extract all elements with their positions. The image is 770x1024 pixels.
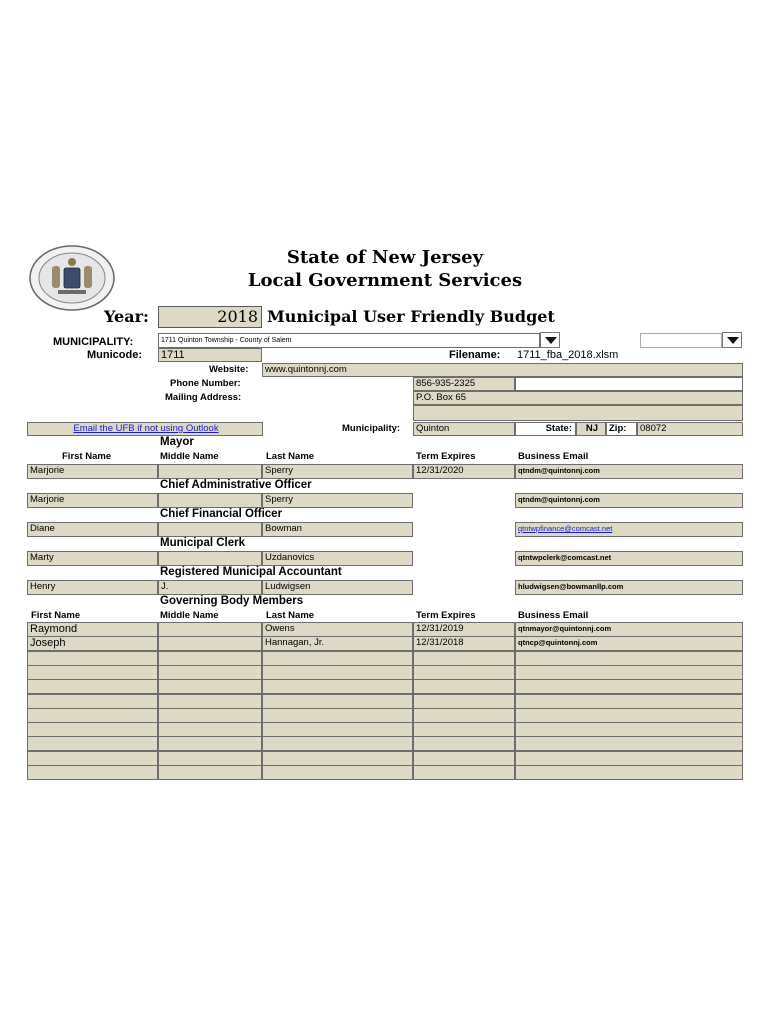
municipality-city-label: Municipality: — [342, 423, 401, 434]
mailing-field-2[interactable] — [413, 405, 743, 421]
state-seal-icon — [28, 244, 116, 312]
clerk-last[interactable]: Uzdanovics — [262, 551, 413, 566]
gb-col-last-name: Last Name — [266, 610, 315, 621]
gb-row-6-term[interactable] — [413, 694, 515, 709]
mayor-section-title: Mayor — [160, 436, 194, 448]
phone-extra-field[interactable] — [515, 377, 743, 391]
gb-row-2-term[interactable]: 12/31/2018 — [413, 636, 515, 651]
mayor-first[interactable]: Marjorie — [27, 464, 158, 479]
gb-row-7-middle[interactable] — [158, 708, 262, 723]
filename-label: Filename: — [449, 349, 501, 361]
gb-row-5-term[interactable] — [413, 679, 515, 694]
mayor-term[interactable]: 12/31/2020 — [413, 464, 515, 479]
gb-col-business-email: Business Email — [518, 610, 589, 621]
year-field[interactable]: 2018 — [158, 306, 262, 328]
municipality-label: MUNICIPALITY: — [53, 336, 134, 348]
gb-row-1-first[interactable]: Raymond — [27, 622, 158, 637]
year-label: Year: — [104, 307, 149, 326]
gb-row-10-term[interactable] — [413, 751, 515, 766]
municode-label: Municode: — [87, 349, 142, 361]
gb-row-9-last[interactable] — [262, 736, 413, 751]
gb-row-6-email[interactable] — [515, 694, 743, 709]
gb-row-8-last[interactable] — [262, 722, 413, 737]
gb-row-10-first[interactable] — [27, 751, 158, 766]
col-term-expires: Term Expires — [416, 451, 476, 462]
secondary-dropdown-arrow-icon[interactable] — [722, 332, 742, 348]
gb-row-5-email[interactable] — [515, 679, 743, 694]
clerk-email[interactable]: qtntwpclerk@comcast.net — [515, 551, 743, 566]
gb-row-7-term[interactable] — [413, 708, 515, 723]
mayor-middle[interactable] — [158, 464, 262, 479]
municode-field[interactable]: 1711 — [158, 348, 262, 362]
gb-row-10-middle[interactable] — [158, 751, 262, 766]
clerk-section-title: Municipal Clerk — [160, 537, 245, 549]
gb-row-1-term[interactable]: 12/31/2019 — [413, 622, 515, 637]
mailing-label: Mailing Address: — [165, 392, 242, 403]
gb-col-term-expires: Term Expires — [416, 610, 476, 621]
gb-row-3-term[interactable] — [413, 651, 515, 666]
cfo-email[interactable]: qtntwpfinance@comcast.net — [515, 522, 743, 537]
mayor-last[interactable]: Sperry — [262, 464, 413, 479]
gb-row-8-middle[interactable] — [158, 722, 262, 737]
rma-email[interactable]: hludwigsen@bowmanllp.com — [515, 580, 743, 595]
filename-value: 1711_fba_2018.xlsm — [517, 349, 619, 361]
gb-row-6-last[interactable] — [262, 694, 413, 709]
col-first-name: First Name — [62, 451, 112, 462]
gb-row-2-first[interactable]: Joseph — [27, 636, 158, 651]
governing-body-section-title: Governing Body Members — [160, 595, 304, 607]
phone-label: Phone Number: — [170, 378, 241, 389]
col-middle-name: Middle Name — [160, 451, 219, 462]
gb-row-7-first[interactable] — [27, 708, 158, 723]
municipality-dropdown-arrow-icon[interactable] — [540, 332, 560, 348]
gb-row-4-term[interactable] — [413, 665, 515, 680]
gb-row-4-last[interactable] — [262, 665, 413, 680]
rma-last[interactable]: Ludwigsen — [262, 580, 413, 595]
cao-middle[interactable] — [158, 493, 262, 508]
gb-row-2-email[interactable]: qtncp@quintonnj.com — [515, 636, 743, 651]
state-field[interactable]: NJ — [576, 422, 606, 436]
gb-row-9-middle[interactable] — [158, 736, 262, 751]
gb-row-11-last[interactable] — [262, 765, 413, 780]
gb-row-8-first[interactable] — [27, 722, 158, 737]
website-label: Website: — [209, 364, 249, 375]
gb-row-7-last[interactable] — [262, 708, 413, 723]
gb-row-1-email[interactable]: qtnmayor@quintonnj.com — [515, 622, 743, 637]
cao-last[interactable]: Sperry — [262, 493, 413, 508]
gb-row-5-last[interactable] — [262, 679, 413, 694]
rma-first[interactable]: Henry — [27, 580, 158, 595]
gb-col-middle-name: Middle Name — [160, 610, 219, 621]
clerk-middle[interactable] — [158, 551, 262, 566]
gb-row-3-first[interactable] — [27, 651, 158, 666]
website-field[interactable]: www.quintonnj.com — [262, 363, 743, 377]
col-last-name: Last Name — [266, 451, 315, 462]
cao-section-title: Chief Administrative Officer — [160, 479, 312, 491]
rma-middle[interactable]: J. — [158, 580, 262, 595]
cfo-middle[interactable] — [158, 522, 262, 537]
gb-row-4-first[interactable] — [27, 665, 158, 680]
gb-row-2-last[interactable]: Hannagan, Jr. — [262, 636, 413, 651]
cao-email[interactable]: qtndm@quintonnj.com — [515, 493, 743, 508]
gb-row-10-last[interactable] — [262, 751, 413, 766]
cfo-section-title: Chief Financial Officer — [160, 508, 283, 520]
mailing-field-1[interactable]: P.O. Box 65 — [413, 391, 743, 405]
cfo-first[interactable]: Diane — [27, 522, 158, 537]
clerk-first[interactable]: Marty — [27, 551, 158, 566]
gb-row-5-first[interactable] — [27, 679, 158, 694]
phone-field[interactable]: 856-935-2325 — [413, 377, 515, 391]
mayor-email[interactable]: qtndm@quintonnj.com — [515, 464, 743, 479]
gb-row-1-last[interactable]: Owens — [262, 622, 413, 637]
gb-row-5-middle[interactable] — [158, 679, 262, 694]
gb-row-9-first[interactable] — [27, 736, 158, 751]
municipality-city-field[interactable]: Quinton — [413, 422, 515, 436]
page-subtitle: Local Government Services — [247, 270, 523, 291]
budget-title: Municipal User Friendly Budget — [267, 307, 555, 326]
gb-row-11-email[interactable] — [515, 765, 743, 780]
gb-row-3-email[interactable] — [515, 651, 743, 666]
gb-row-6-first[interactable] — [27, 694, 158, 709]
municipality-dropdown[interactable]: 1711 Quinton Township - County of Salem — [158, 333, 540, 348]
gb-row-3-middle[interactable] — [158, 651, 262, 666]
gb-row-7-email[interactable] — [515, 708, 743, 723]
col-business-email: Business Email — [518, 451, 589, 462]
email-ufb-link[interactable]: Email the UFB if not using Outlook — [27, 422, 263, 436]
secondary-dropdown[interactable] — [640, 333, 722, 348]
gb-row-1-middle[interactable] — [158, 622, 262, 637]
gb-col-first-name: First Name — [31, 610, 81, 621]
gb-row-11-first[interactable] — [27, 765, 158, 780]
state-label: State: — [515, 422, 576, 436]
gb-row-4-middle[interactable] — [158, 665, 262, 680]
gb-row-4-email[interactable] — [515, 665, 743, 680]
gb-row-11-middle[interactable] — [158, 765, 262, 780]
gb-row-8-term[interactable] — [413, 722, 515, 737]
gb-row-3-last[interactable] — [262, 651, 413, 666]
gb-row-9-term[interactable] — [413, 736, 515, 751]
rma-section-title: Registered Municipal Accountant — [160, 566, 342, 578]
cao-first[interactable]: Marjorie — [27, 493, 158, 508]
gb-row-10-email[interactable] — [515, 751, 743, 766]
cfo-last[interactable]: Bowman — [262, 522, 413, 537]
zip-label: Zip: — [606, 422, 637, 436]
page-title: State of New Jersey — [286, 247, 484, 268]
gb-row-2-middle[interactable] — [158, 636, 262, 651]
gb-row-9-email[interactable] — [515, 736, 743, 751]
zip-field[interactable]: 08072 — [637, 422, 743, 436]
gb-row-11-term[interactable] — [413, 765, 515, 780]
gb-row-8-email[interactable] — [515, 722, 743, 737]
gb-row-6-middle[interactable] — [158, 694, 262, 709]
